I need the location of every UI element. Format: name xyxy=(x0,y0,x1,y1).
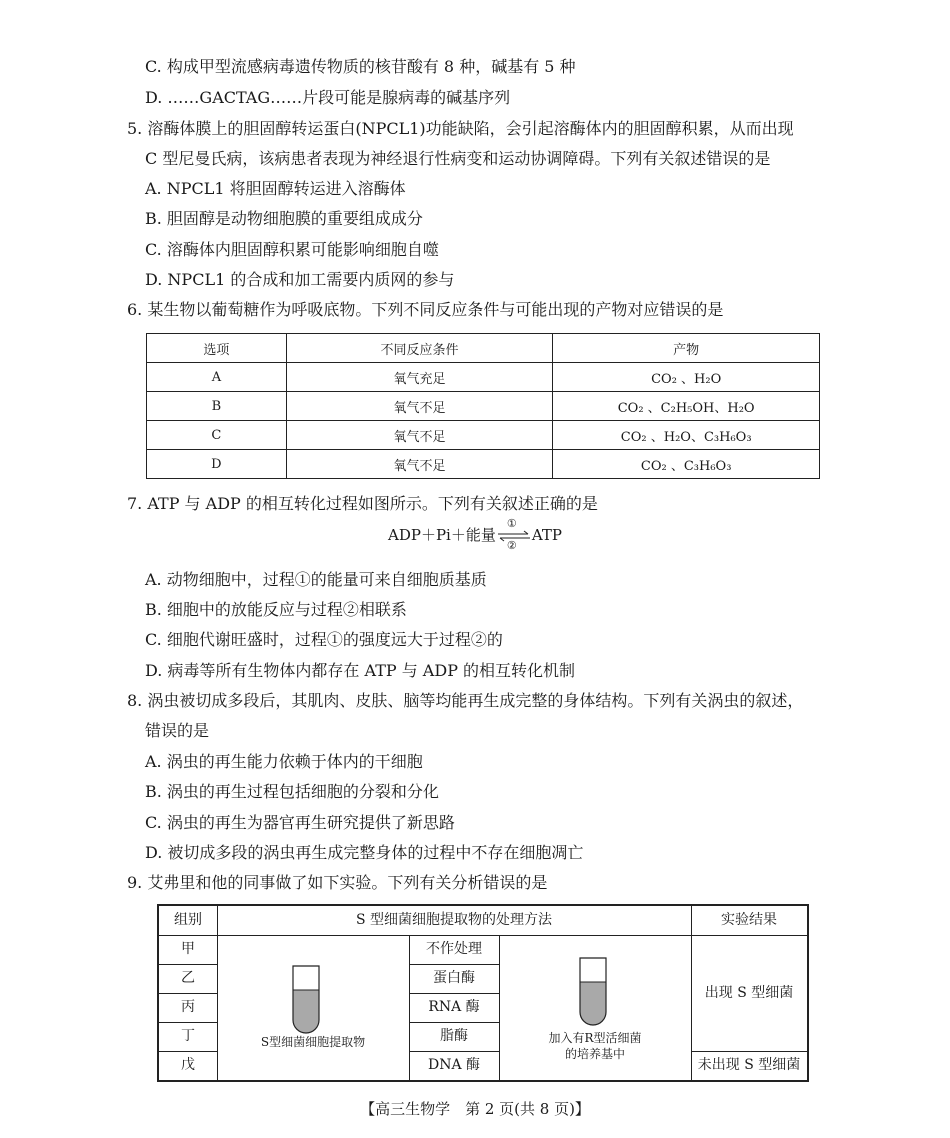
table-row xyxy=(147,363,820,392)
arrow-label-1: ① xyxy=(506,517,517,530)
group-label: 丁 xyxy=(181,1028,195,1044)
test-tube-icon xyxy=(576,956,610,1032)
q6-table xyxy=(146,333,820,479)
table-cell: D xyxy=(147,450,287,479)
q9-stem: 9. 艾弗里和他的同事做了如下实验。下列有关分析错误的是 xyxy=(127,873,548,892)
q5-option-a: A. NPCL1 将胆固醇转运进入溶酶体 xyxy=(145,179,406,198)
table-row xyxy=(147,392,820,421)
table-cell: 氧气不足 xyxy=(286,392,553,421)
q7-option-d: D. 病毒等所有生物体内都存在 ATP 与 ADP 的相互转化机制 xyxy=(145,661,576,680)
tube1-label: S型细菌细胞提取物 xyxy=(260,1035,366,1049)
q8-stem-line1: 8. 涡虫被切成多段后，其肌肉、皮肤、脑等均能再生成完整的身体结构。下列有关涡虫的叙述， xyxy=(127,691,804,710)
group-label: 丙 xyxy=(181,999,195,1015)
header-result: 实验结果 xyxy=(721,912,777,928)
table-header: 产物 xyxy=(553,334,820,363)
table-cell: A xyxy=(147,363,287,392)
q5-option-c: C. 溶酶体内胆固醇积累可能影响细胞自噬 xyxy=(145,240,439,259)
equation-left: ADP＋Pi＋能量 xyxy=(388,526,496,544)
group-label: 甲 xyxy=(181,941,195,957)
q8-option-a: A. 涡虫的再生能力依赖于体内的干细胞 xyxy=(145,752,423,771)
q7-option-c: C. 细胞代谢旺盛时，过程①的强度远大于过程②的 xyxy=(145,630,503,649)
table-header-row xyxy=(147,334,820,363)
q8-stem-line2: 错误的是 xyxy=(145,721,210,740)
tube2-label-line2: 的培养基中 xyxy=(564,1047,625,1061)
q5-stem-line1: 5. 溶酶体膜上的胆固醇转运蛋白(NPCL1)功能缺陷，会引起溶酶体内的胆固醇积累，从而出现 xyxy=(127,119,794,138)
header-group: 组别 xyxy=(174,912,202,928)
q8-option-d: D. 被切成多段的涡虫再生成完整身体的过程中不存在细胞凋亡 xyxy=(145,843,584,862)
table-cell: C xyxy=(147,421,287,450)
treatment-label: RNA 酶 xyxy=(428,999,480,1015)
table-cell: B xyxy=(147,392,287,421)
table-header: 选项 xyxy=(147,334,287,363)
table-header: 不同反应条件 xyxy=(286,334,553,363)
test-tube-icon xyxy=(289,964,323,1040)
treatment-label: 蛋白酶 xyxy=(433,970,475,986)
table-cell: CO₂ 、C₂H₅OH、H₂O xyxy=(553,392,820,421)
table-cell: CO₂ 、H₂O、C₃H₆O₃ xyxy=(553,421,820,450)
result-positive: 出现 S 型细菌 xyxy=(704,985,794,1001)
treatment-label: 脂酶 xyxy=(440,1028,468,1044)
q7-stem: 7. ATP 与 ADP 的相互转化过程如图所示。下列有关叙述正确的是 xyxy=(127,494,598,513)
q8-option-b: B. 涡虫的再生过程包括细胞的分裂和分化 xyxy=(145,782,439,801)
table-row xyxy=(147,421,820,450)
arrow-label-2: ② xyxy=(506,539,517,552)
atp-equation xyxy=(0,517,950,552)
q8-option-c: C. 涡虫的再生为器官再生研究提供了新思路 xyxy=(145,813,455,832)
page-footer: 【高三生物学 第 2 页(共 8 页)】 xyxy=(360,1100,590,1118)
table-cell: 氧气充足 xyxy=(286,363,553,392)
treatment-label: 不作处理 xyxy=(426,941,482,957)
q5-stem-line2: C 型尼曼氏病，该病患者表现为神经退行性病变和运动协调障碍。下列有关叙述错误的是 xyxy=(145,149,771,168)
header-method: S 型细菌细胞提取物的处理方法 xyxy=(355,912,553,928)
q7-option-a: A. 动物细胞中，过程①的能量可来自细胞质基质 xyxy=(145,570,487,589)
reversible-arrow-icon xyxy=(497,517,531,552)
q5-option-b: B. 胆固醇是动物细胞膜的重要组成成分 xyxy=(145,209,423,228)
table-cell: CO₂ 、H₂O xyxy=(553,363,820,392)
q4-option-c: C. 构成甲型流感病毒遗传物质的核苷酸有 8 种，碱基有 5 种 xyxy=(145,57,576,76)
table-cell: CO₂ 、C₃H₆O₃ xyxy=(553,450,820,479)
group-label: 戊 xyxy=(181,1057,195,1073)
q9-experiment-table xyxy=(157,904,809,1082)
result-negative: 未出现 S 型细菌 xyxy=(697,1057,801,1073)
equation-right: ATP xyxy=(531,526,562,544)
tube2-label-line1: 加入有R型活细菌 xyxy=(548,1031,642,1045)
treatment-label: DNA 酶 xyxy=(427,1057,481,1073)
q6-stem: 6. 某生物以葡萄糖作为呼吸底物。下列不同反应条件与可能出现的产物对应错误的是 xyxy=(127,300,724,319)
group-label: 乙 xyxy=(181,970,195,986)
table-row xyxy=(147,450,820,479)
q7-option-b: B. 细胞中的放能反应与过程②相联系 xyxy=(145,600,407,619)
q4-option-d: D. ……GACTAG……片段可能是腺病毒的碱基序列 xyxy=(145,88,511,107)
q5-option-d: D. NPCL1 的合成和加工需要内质网的参与 xyxy=(145,270,455,289)
table-cell: 氧气不足 xyxy=(286,450,553,479)
table-cell: 氧气不足 xyxy=(286,421,553,450)
